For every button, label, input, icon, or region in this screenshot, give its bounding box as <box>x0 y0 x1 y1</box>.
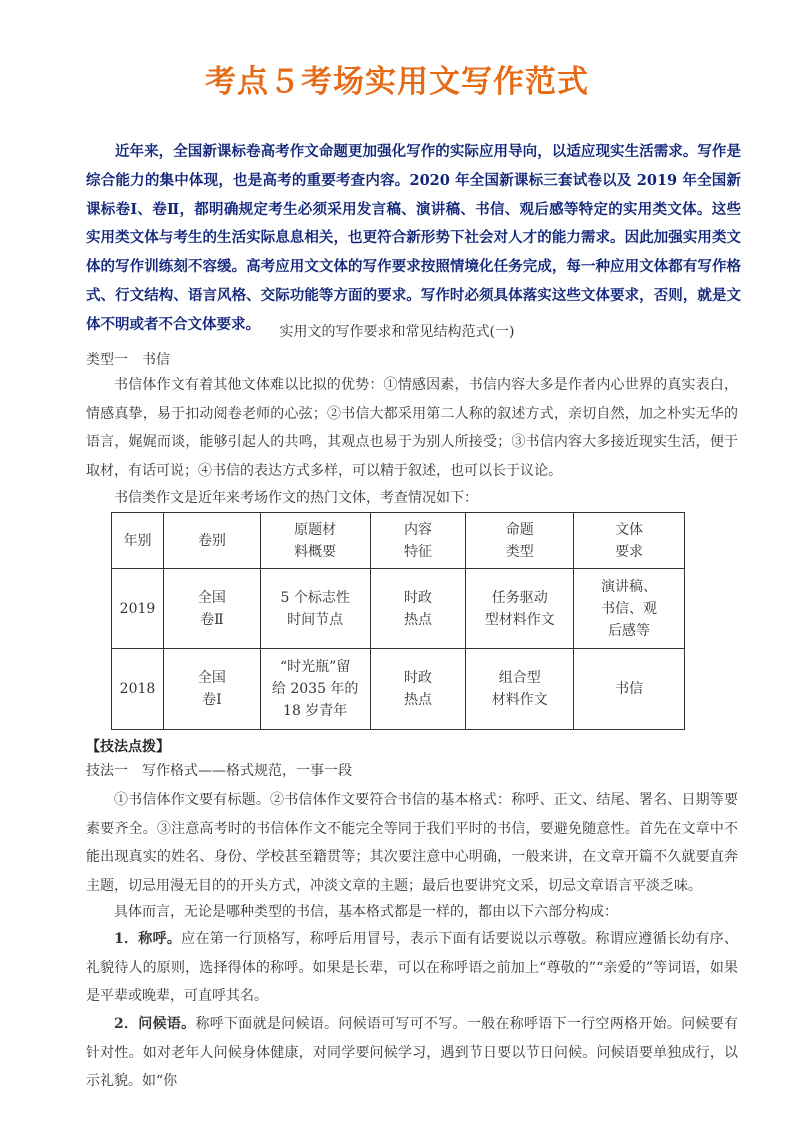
cell-line: 2019 <box>119 600 156 617</box>
table-cell <box>370 649 466 730</box>
paragraph-format-rules: ①书信体作文要有标题。②书信体作文要符合书信的基本格式：称呼、正文、结尾、署名、日期等要素要齐全。③注意高考时的书信体作文不能完全等同于我们平时的书信，要避免随意性。首先在文章中不能出现真实的姓名、身份、学校甚至籍贯等；其次要注意中心明确，一般来讲，在文章开篇不久就要直奔主题，切忌用漫无目的的开头方式，冲淡文章的主题；最后也要讲究文采，切忌文章语言平淡乏味。 <box>86 792 738 894</box>
cell-line: 后感等 <box>608 622 651 639</box>
table-cell <box>112 569 164 649</box>
table-cell <box>574 649 685 730</box>
cell-line: 全国 <box>197 670 226 686</box>
cell-line: 时政 <box>403 670 432 686</box>
list-item-salutation <box>86 925 738 1011</box>
cell-line: 给 2035 年的 <box>271 681 359 697</box>
table-header-cell <box>112 513 164 569</box>
intro-paragraph: 近年来，全国新课标卷高考作文命题更加强化写作的实际应用导向，以适应现实生活需求。写作是综合能力的集中体现，也是高考的重要考查内容。2020 年全国新课标三套试卷以及 2019 年全国新课标卷Ⅰ、卷Ⅱ，都明确规定考生必须采用发言稿、演讲稿、书信、观后感等特定的实用类文体。这些实用类文体与考生的生活实际息息相关，也更符合新形势下社会对人才的能力需求。因此加强实用类文体的写作训练刻不容缓。高考应用文文体的写作要求按照情境化任务完成，每一种应用文体都有写作格式、行文结构、语言风格、交际功能等方面的要求。写作时必须具体落实这些文体要求，否则，就是文体不明或者不合文体要求。 <box>86 143 741 333</box>
cell-line: 演讲稿、 <box>601 578 658 595</box>
cell-line: 年别 <box>123 532 152 549</box>
tips-heading: 【技法点拨】 <box>86 739 170 755</box>
cell-line: 内容 <box>403 521 432 538</box>
table-cell <box>163 649 260 730</box>
item-label: 2．问候语。 <box>114 1016 196 1032</box>
cell-line: 料概要 <box>294 543 337 560</box>
cell-line: 原题材 <box>294 521 337 538</box>
paragraph-six-parts: 具体而言，无论是哪种类型的书信，基本格式都是一样的，都由以下六部分构成： <box>114 904 618 920</box>
table-cell <box>260 649 370 730</box>
cell-line: 18 岁青年 <box>283 703 348 719</box>
cell-line: 材料作文 <box>491 692 548 708</box>
cell-line: 卷Ⅱ <box>200 611 224 628</box>
cell-line: 5 个标志性 <box>280 589 350 606</box>
cell-line: 热点 <box>403 611 432 628</box>
table-cell <box>260 569 370 649</box>
table-header-cell <box>574 513 685 569</box>
cell-line: 书信、观 <box>601 600 658 617</box>
table-cell <box>163 569 260 649</box>
cell-line: 命题 <box>505 521 534 538</box>
table-header-row <box>112 513 685 569</box>
page-title: 考点５考场实用文写作范式 <box>205 64 589 100</box>
type-heading: 类型一 书信 <box>86 352 170 368</box>
cell-line: 特征 <box>403 543 432 560</box>
item-text: 称呼下面就是问候语。问候语可写可不写。一般在称呼语下一行空两格开始。问候要有针对性。如对老年人问候身体健康，对同学要问候学习，遇到节日要以节日问候。问候语要单独成行，以示礼貌。如“你 <box>86 1016 738 1090</box>
cell-line: 时间节点 <box>287 611 344 628</box>
table-header-cell <box>163 513 260 569</box>
paragraph-survey-intro: 书信类作文是近年来考场作文的热门文体，考查情况如下： <box>114 490 478 506</box>
table-cell <box>574 569 685 649</box>
exam-survey-table <box>111 512 685 730</box>
table-cell <box>370 569 466 649</box>
cell-line: 全国 <box>197 589 226 606</box>
cell-line: 类型 <box>505 543 534 560</box>
section-subtitle: 实用文的写作要求和常见结构范式(一) <box>279 324 515 340</box>
cell-line: 任务驱动 <box>491 589 548 606</box>
item-text: 应在第一行顶格写，称呼后用冒号，表示下面有话要说以示尊敬。称谓应遵循长幼有序、礼貌待人的原则，选择得体的称呼。如果是长辈，可以在称呼语之前加上“尊敬的”“亲爱的”等词语，如果是平辈或晚辈，可直呼其名。 <box>86 931 738 1005</box>
table-cell <box>112 649 164 730</box>
cell-line: 要求 <box>615 543 644 560</box>
cell-line: 时政 <box>403 589 432 606</box>
cell-line: 热点 <box>403 692 432 708</box>
item-label: 1．称呼。 <box>114 931 182 947</box>
technique-heading: 技法一 写作格式——格式规范，一事一段 <box>86 763 352 779</box>
cell-line: 卷别 <box>197 532 226 549</box>
table-cell <box>466 569 574 649</box>
table-row <box>112 569 685 649</box>
table-row <box>112 649 685 730</box>
table-header-cell <box>466 513 574 569</box>
cell-line: 书信 <box>615 681 644 697</box>
cell-line: “时光瓶”留 <box>280 659 351 675</box>
cell-line: 2018 <box>119 681 156 697</box>
table-cell <box>466 649 574 730</box>
cell-line: 文体 <box>615 521 644 538</box>
table-header-cell <box>260 513 370 569</box>
cell-line: 卷Ⅰ <box>202 692 222 708</box>
table-header-cell <box>370 513 466 569</box>
paragraph-advantages: 书信体作文有着其他文体难以比拟的优势：①情感因素，书信内容大多是作者内心世界的真实表白，情感真挚，易于扣动阅卷老师的心弦；②书信大都采用第二人称的叙述方式，亲切自然，加之朴实无华的语言，娓娓而谈，能够引起人的共鸣，其观点也易于为别人所接受；③书信内容大多接近现实生活，便于取材，有话可说；④书信的表达方式多样，可以精于叙述，也可以长于议论。 <box>86 377 738 479</box>
cell-line: 型材料作文 <box>484 611 555 628</box>
cell-line: 组合型 <box>498 670 541 686</box>
list-item-greeting <box>86 1010 738 1096</box>
